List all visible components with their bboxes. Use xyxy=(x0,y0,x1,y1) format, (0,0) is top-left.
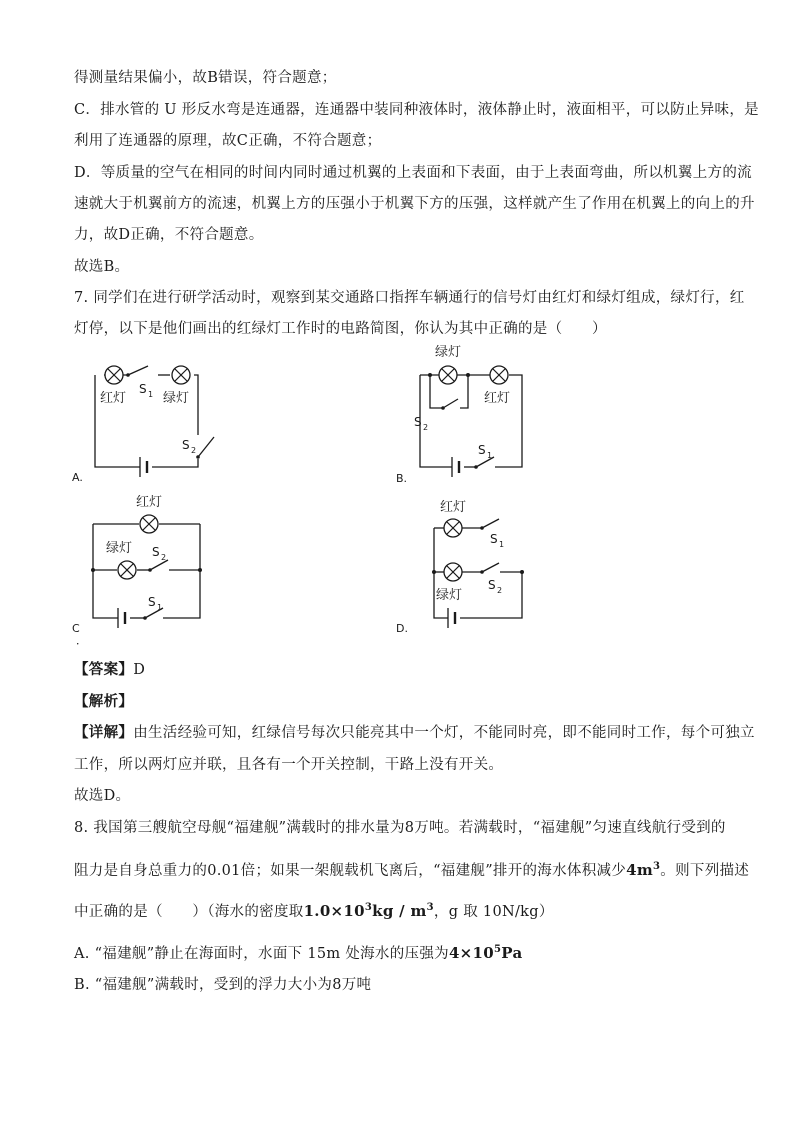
answer-value: D xyxy=(133,662,146,678)
green-lamp-label: 绿灯 xyxy=(106,541,133,556)
circuit-diagram-c xyxy=(70,490,230,645)
green-lamp-icon xyxy=(118,561,136,579)
switch-s2-subscript: 2 xyxy=(191,446,197,455)
text-segment: 阻力是自身总重力的0.01倍；如果一架舰载机飞离后，“福建舰”排开的海水体积减少 xyxy=(74,863,627,879)
detail-line xyxy=(74,723,755,743)
question-7-stem: 7. 同学们在进行研学活动时，观察到某交通路口指挥车辆通行的信号灯由红灯和绿灯组成，绿灯行，红 xyxy=(74,290,745,306)
red-lamp-label: 红灯 xyxy=(100,391,127,406)
text-segment: 。则下列描述 xyxy=(660,863,750,879)
circuit-diagram-d xyxy=(394,495,544,635)
red-lamp-icon xyxy=(444,519,462,537)
text-segment: A. “福建舰”静止在海面时，水面下 15m 处海水的压强为 xyxy=(74,946,449,962)
question-8-stem: 8. 我国第三艘航空母舰“福建舰”满载时的排水量为8万吨。若满载时，“福建舰”匀速直线航行受到的 xyxy=(74,820,726,836)
math-density: $1.0\times 10^3kg / m^3$ xyxy=(303,902,434,920)
math-pressure: $4\times 10^5Pa$ xyxy=(448,944,523,962)
red-lamp-label: 红灯 xyxy=(136,495,163,510)
red-lamp-label: 红灯 xyxy=(440,500,467,515)
text-line: 利用了连通器的原理，故C正确，不符合题意； xyxy=(74,133,382,149)
switch-s1-label: S xyxy=(478,443,486,457)
switch-s1-label: S xyxy=(148,595,156,609)
text-line: 故选B。 xyxy=(74,259,130,275)
option-a xyxy=(74,940,523,964)
green-lamp-label: 绿灯 xyxy=(163,391,190,406)
switch-s1-subscript: 1 xyxy=(148,390,154,399)
red-lamp-icon xyxy=(140,515,158,533)
switch-s2-label: S xyxy=(152,545,160,559)
option-label: A. xyxy=(72,471,83,484)
detail-label: 【详解】 xyxy=(74,724,134,741)
text-line: 工作，所以两灯应并联，且各有一个开关控制，干路上没有开关。 xyxy=(74,757,504,773)
option-dot: ． xyxy=(76,634,87,647)
question-8-stem xyxy=(74,857,749,881)
green-lamp-label: 绿灯 xyxy=(436,588,463,603)
option-label: D. xyxy=(396,622,408,635)
text-line: 速就大于机翼前方的流速，机翼上方的压强小于机翼下方的压强，这样就产生了作用在机翼上的向上的升 xyxy=(74,196,755,212)
green-lamp-label: 绿灯 xyxy=(435,345,462,360)
analysis-label: 【解析】 xyxy=(74,693,134,710)
text-segment: 中正确的是（ ）（海水的密度取 xyxy=(74,904,304,920)
switch-s1-subscript: 1 xyxy=(157,603,163,612)
text-line: 得测量结果偏小，故B错误，符合题意； xyxy=(74,70,337,86)
red-lamp-label: 红灯 xyxy=(484,391,511,406)
switch-s2-label: S xyxy=(414,415,422,429)
option-label: B. xyxy=(396,472,408,485)
switch-s2-label: S xyxy=(182,438,190,452)
text-line: 故选D。 xyxy=(74,788,131,804)
red-lamp-icon xyxy=(490,366,508,384)
detail-text: 由生活经验可知，红绿信号每次只能亮其中一个灯，不能同时亮，即不能同时工作，每个可独立 xyxy=(133,725,755,741)
question-8-stem xyxy=(74,898,554,922)
answer-line xyxy=(74,660,145,680)
option-b: B. “福建舰”满载时，受到的浮力大小为8万吨 xyxy=(74,977,372,993)
text-line: C．排水管的 U 形反水弯是连通器，连通器中装同种液体时，液体静止时，液面相平，可以防止异味，是 xyxy=(74,102,759,118)
circuit-diagram-a xyxy=(70,355,240,485)
switch-s1-label: S xyxy=(139,382,147,396)
red-lamp-icon xyxy=(105,366,123,384)
option-label: C xyxy=(72,622,80,635)
switch-s2-subscript: 2 xyxy=(497,586,503,595)
green-lamp-icon xyxy=(444,563,462,581)
green-lamp-icon xyxy=(439,366,457,384)
switch-s2-label: S xyxy=(488,578,496,592)
answer-label: 【答案】 xyxy=(74,661,134,678)
switch-s1-label: S xyxy=(490,532,498,546)
text-line: 力，故D正确，不符合题意。 xyxy=(74,227,264,243)
math-volume: $4m^3$ xyxy=(626,861,661,879)
switch-s1-subscript: 1 xyxy=(499,540,505,549)
switch-s2-subscript: 2 xyxy=(423,423,429,432)
switch-s1-subscript: 1 xyxy=(487,451,493,460)
circuit-diagram-b xyxy=(394,342,544,487)
text-segment: ，g 取 10N/kg） xyxy=(433,904,554,920)
text-line: D．等质量的空气在相同的时间内同时通过机翼的上表面和下表面，由于上表面弯曲，所以机翼上方的流 xyxy=(74,165,752,181)
question-7-stem: 灯停，以下是他们画出的红绿灯工作时的电路简图，你认为其中正确的是（ ） xyxy=(74,321,607,337)
green-lamp-icon xyxy=(172,366,190,384)
switch-s2-subscript: 2 xyxy=(161,553,167,562)
